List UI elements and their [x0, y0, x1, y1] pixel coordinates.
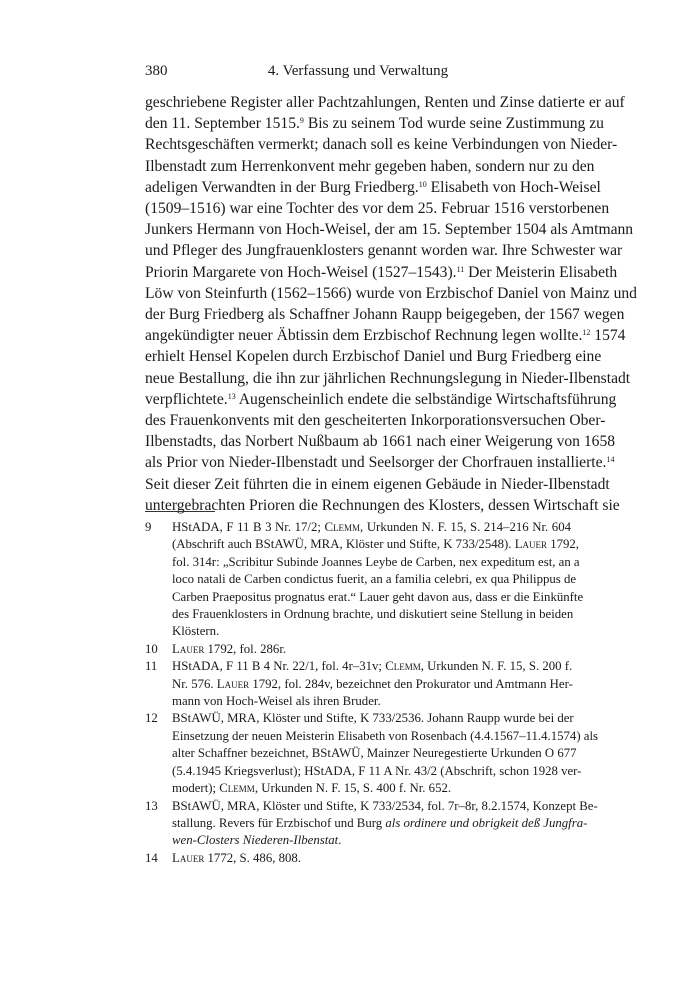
text-line: Ilbenstadt zum Herrenkonvent mehr gegeben haben, sondern nur zu den — [145, 157, 595, 175]
footnote-ref: 12 — [582, 328, 591, 338]
footnote-13 — [145, 798, 598, 850]
footnote-line: Einsetzung der neuen Meisterin Elisabeth von Rosenbach (4.4.1567–11.4.1574) als — [172, 728, 598, 743]
footnote-line: Lauer 1792, fol. 286r. — [172, 641, 287, 656]
footnote-line: modert); Clemm, Urkunden N. F. 15, S. 400 f. Nr. 652. — [172, 781, 452, 796]
footnote-line: alter Schaffner bezeichnet, BStAWÜ, Mainzer Neuregestierte Urkunden O 677 — [172, 746, 577, 761]
page-number: 380 — [145, 63, 168, 79]
footnote-number: 11 — [145, 659, 158, 674]
footnote-separator — [145, 511, 215, 512]
footnote-line: HStADA, F 11 B 4 Nr. 22/1, fol. 4r–31v; Clemm, Urkunden N. F. 15, S. 200 f. — [172, 659, 573, 674]
text-line: Junkers Hermann von Hoch-Weisel, der am 15. September 1504 als Amtmann — [145, 221, 634, 239]
footnote-number: 10 — [145, 641, 158, 656]
text-line: Priorin Margarete von Hoch-Weisel (1527–1543).$^{11}$ Der Meisterin Elisabeth — [145, 263, 618, 281]
footnote-line: des Frauenklosters in Ordnung brachte, und diskutiert seine Stellung in beiden — [172, 607, 574, 622]
footnote-line: wen-Closters Niederen-Ilbenstat. — [172, 833, 342, 848]
footnote-ref: 14 — [606, 455, 615, 465]
footnote-line: (Abschrift auch BStAWÜ, MRA, Klöster und Stifte, K 733/2548). Lauer 1792, — [172, 537, 580, 552]
text-line: Rechtsgeschäften vermerkt; danach soll es keine Verbindungen von Nieder- — [145, 136, 618, 154]
footnote-14 — [145, 850, 571, 867]
footnote-10 — [145, 641, 571, 658]
main-text — [145, 92, 637, 516]
footnote-line: mann von Hoch-Weisel als ihren Bruder. — [172, 694, 381, 709]
footnote-line: Lauer 1772, S. 486, 808. — [172, 850, 302, 865]
text-line: untergebrachten Prioren die Rechnungen des Klosters, dessen Wirtschaft sie — [145, 496, 620, 514]
text-line: des Frauenkonvents mit den gescheiterten Inkorporationsversuchen Ober- — [145, 412, 606, 430]
footnotes — [145, 519, 598, 867]
text-line: Ilbenstadts, das Norbert Nußbaum ab 1661 nach einer Weigerung von 1658 — [145, 433, 616, 451]
footnote-line: BStAWÜ, MRA, Klöster und Stifte, K 733/2534, fol. 7r–8r, 8.2.1574, Konzept Be- — [172, 798, 598, 813]
running-title: 4. Verfassung und Verwaltung — [267, 63, 449, 79]
footnote-line: Klöstern. — [172, 624, 220, 639]
footnote-12 — [145, 710, 598, 797]
footnote-9 — [145, 519, 584, 641]
footnote-ref: 13 — [227, 391, 236, 401]
footnote-line: Nr. 576. Lauer 1792, fol. 284v, bezeichnet den Prokurator und Amtmann Her- — [172, 676, 573, 691]
text-line: geschriebene Register aller Pachtzahlungen, Renten und Zinse datierte er auf — [145, 94, 625, 111]
text-line: Löw von Steinfurth (1562–1566) wurde von Erzbischof Daniel von Mainz und — [145, 284, 637, 302]
footnote-number: 13 — [145, 798, 158, 813]
footnote-11 — [145, 658, 571, 710]
text-line: adeligen Verwandten in der Burg Friedberg.$^{10}$ Elisabeth von Hoch-Weisel — [145, 178, 601, 196]
footnote-number: 12 — [145, 711, 158, 726]
text-line: und Pfleger des Jungfrauenklosters genannt worden war. Ihre Schwester war — [145, 242, 623, 260]
text-line: den 11. September 1515.$^9$ Bis zu seinem Tod wurde seine Zustimmung zu — [145, 115, 604, 133]
footnote-number: 9 — [145, 520, 152, 534]
footnote-ref: 11 — [456, 264, 465, 274]
text-line: verpflichtete.$^{13}$ Augenscheinlich endete die selbständige Wirtschaftsführung — [145, 390, 617, 408]
text-line: (1509–1516) war eine Tochter des vor dem 25. Februar 1516 verstorbenen — [145, 200, 610, 218]
text-line: Seit dieser Zeit führten die in einem eigenen Gebäude in Nieder-Ilbenstadt — [145, 475, 610, 493]
footnote-line: BStAWÜ, MRA, Klöster und Stifte, K 733/2536. Johann Raupp wurde bei der — [172, 711, 574, 726]
footnote-line: stallung. Revers für Erzbischof und Burg als ordinere und obrigkeit deß Jungfra- — [172, 815, 588, 830]
text-line: angekündigter neuer Äbtissin dem Erzbischof Rechnung legen wollte.$^{12}$ 1574 — [145, 327, 626, 345]
text-line: neue Bestallung, die ihn zur jährlichen Rechnungslegung in Nieder-Ilbenstadt — [145, 369, 631, 387]
text-line: der Burg Friedberg als Schaffner Johann Raupp beigegeben, der 1567 wegen — [145, 306, 625, 324]
footnote-line: HStADA, F 11 B 3 Nr. 17/2; Clemm, Urkunden N. F. 15, S. 214–216 Nr. 604 — [172, 520, 571, 534]
footnote-line: loco natali de Carben condictus fuerit, an a familia celebri, ex qua Philippus de — [172, 572, 577, 587]
footnote-line: Carben Praepositus prognatus erat.“ Lauer geht davon aus, dass er die Einkünfte — [172, 589, 584, 604]
footnote-line: fol. 314r: „Scribitur Subinde Joannes Leybe de Carben, nex expeditum est, an a — [172, 554, 580, 569]
footnote-line: (5.4.1945 Kriegsverlust); HStADA, F 11 A Nr. 43/2 (Abschrift, schon 1928 ver- — [172, 763, 582, 778]
footnote-number: 14 — [145, 850, 158, 865]
footnote-ref: 10 — [418, 179, 427, 189]
text-line: als Prior von Nieder-Ilbenstadt und Seelsorger der Chorfrauen installierte.$^{14}$ — [145, 454, 615, 472]
text-line: erhielt Hensel Kopelen durch Erzbischof Daniel und Burg Friedberg eine — [145, 348, 602, 366]
running-header — [145, 63, 571, 83]
footnote-ref: 9 — [299, 116, 304, 126]
